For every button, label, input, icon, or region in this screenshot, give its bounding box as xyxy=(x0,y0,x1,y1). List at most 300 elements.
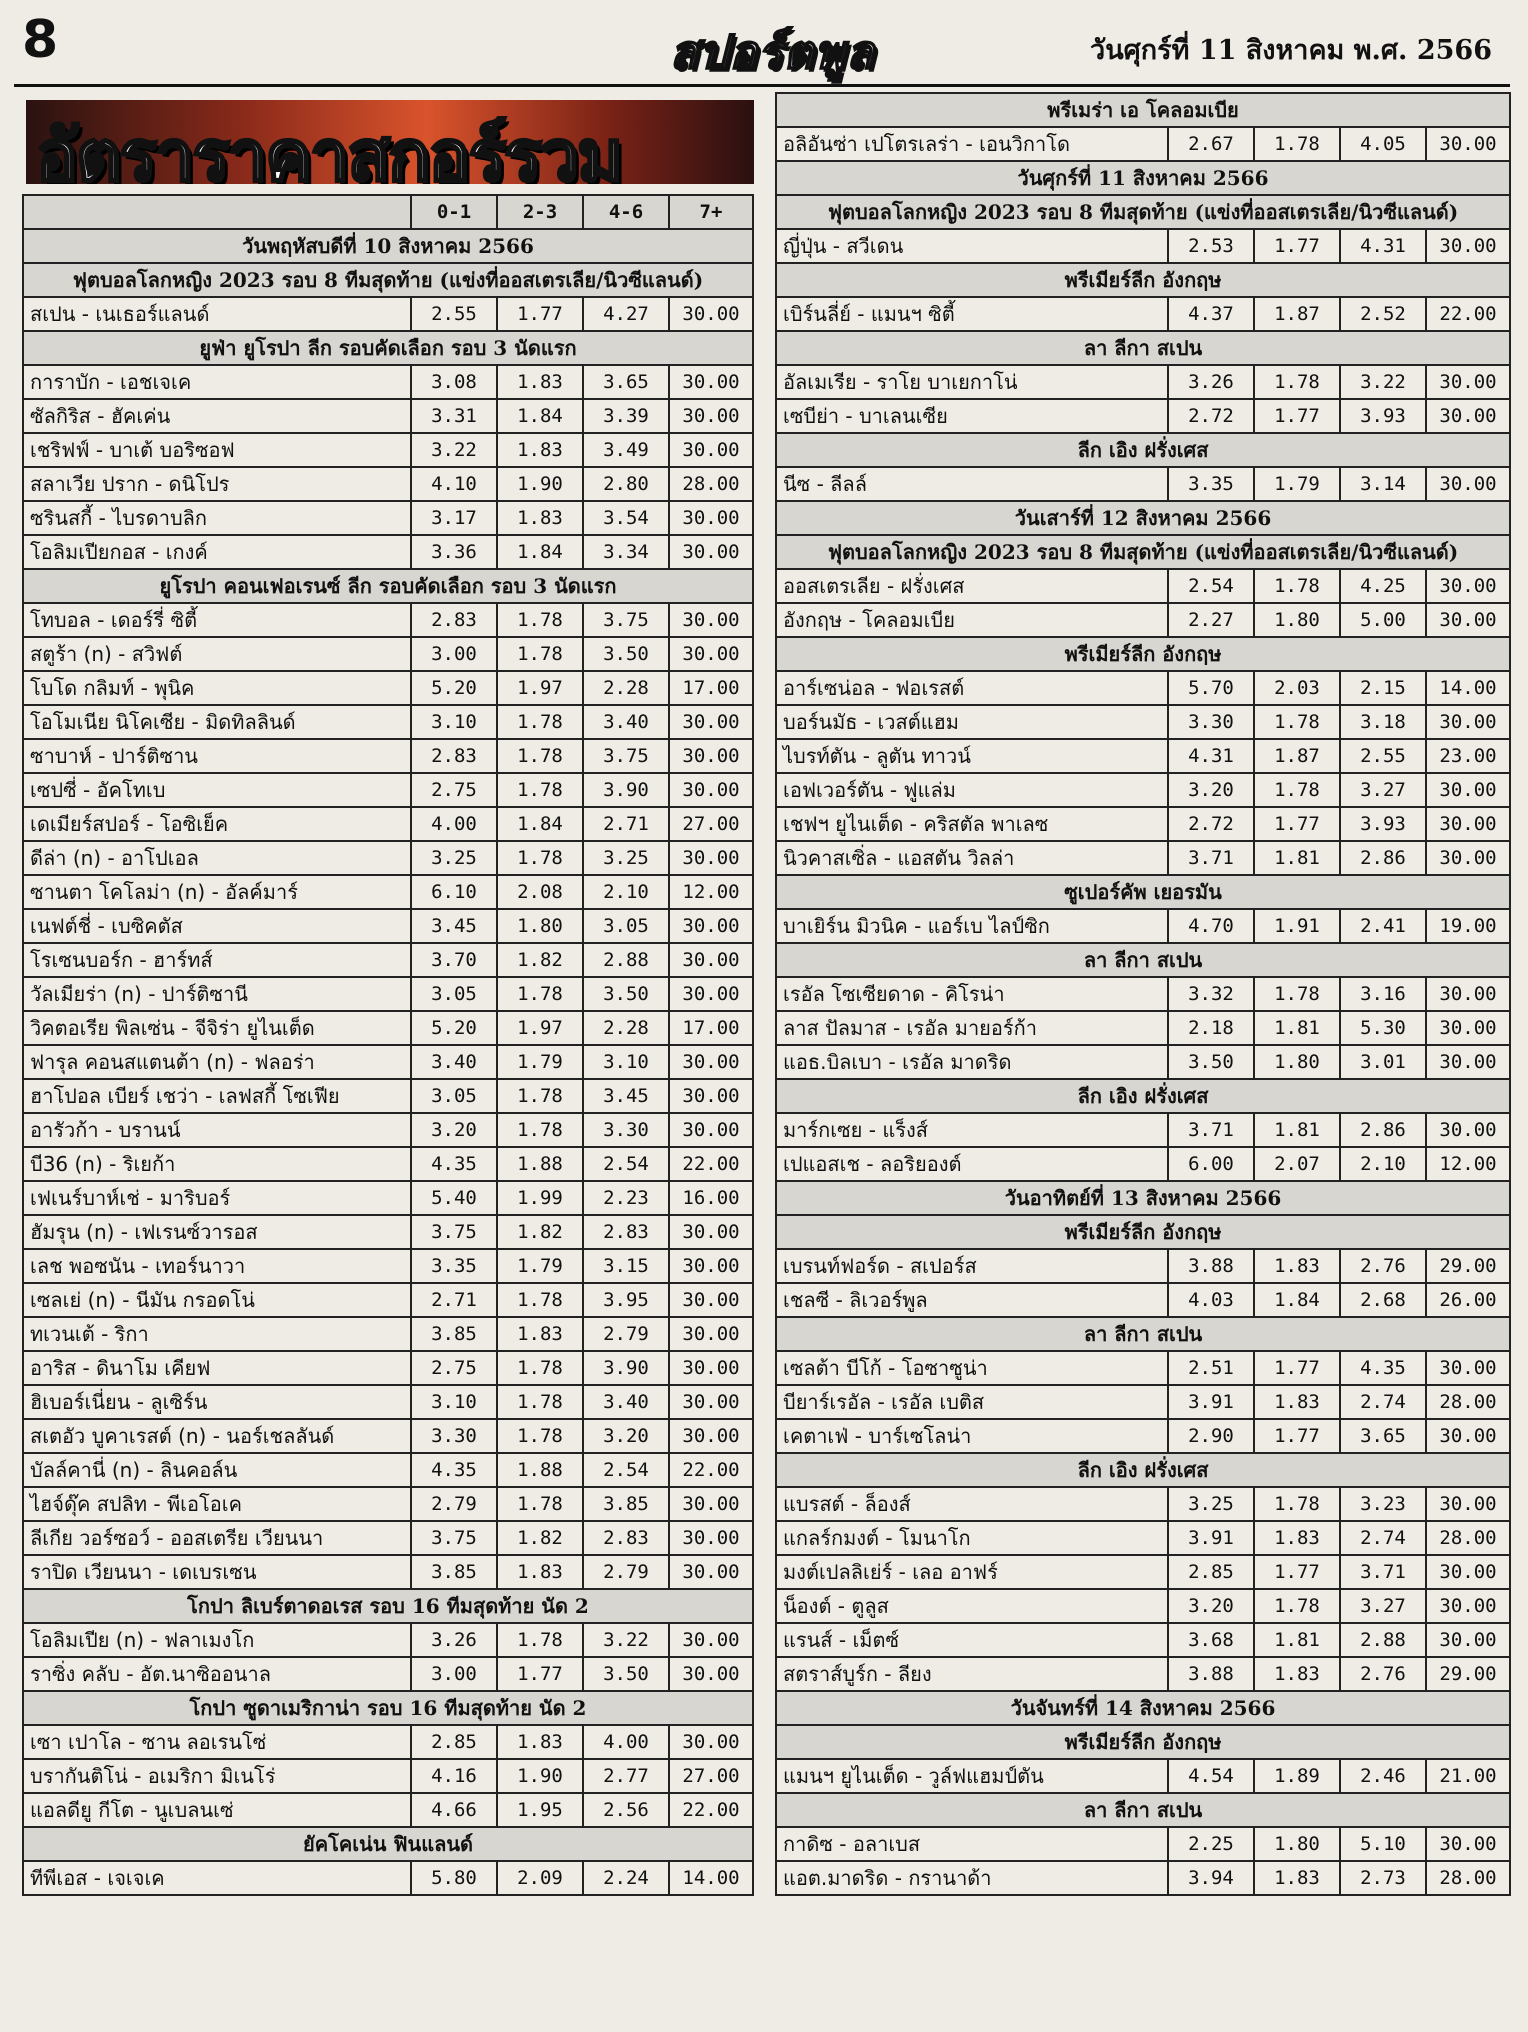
competition-heading-row xyxy=(23,331,753,365)
competition-heading-row xyxy=(776,875,1510,909)
odds-cell: 30.00 xyxy=(1426,1011,1510,1045)
competition-heading-row xyxy=(776,1453,1510,1487)
match-name: เบิร์นลี่ย์ - แมนฯ ซิตี้ xyxy=(776,297,1168,331)
odds-cell: 3.45 xyxy=(411,909,497,943)
match-row xyxy=(23,399,753,433)
odds-cell: 2.51 xyxy=(1168,1351,1254,1385)
odds-cell: 4.03 xyxy=(1168,1283,1254,1317)
match-row xyxy=(776,1589,1510,1623)
odds-cell: 1.95 xyxy=(497,1793,583,1827)
competition-heading: ลีก เอิง ฝรั่งเศส xyxy=(776,433,1510,467)
odds-cell: 30.00 xyxy=(669,1385,753,1419)
competition-heading: ฟุตบอลโลกหญิง 2023 รอบ 8 ทีมสุดท้าย (แข่งที่ออสเตรเลีย/นิวซีแลนด์) xyxy=(776,535,1510,569)
match-name: บัลล์คานี่ (n) - ลินคอล์น xyxy=(23,1453,411,1487)
odds-cell: 30.00 xyxy=(1426,399,1510,433)
odds-cell: 1.78 xyxy=(497,1113,583,1147)
match-row xyxy=(23,1113,753,1147)
odds-cell: 1.83 xyxy=(497,433,583,467)
odds-cell: 1.78 xyxy=(497,705,583,739)
match-row xyxy=(776,1827,1510,1861)
odds-cell: 1.84 xyxy=(1254,1283,1340,1317)
odds-cell: 1.77 xyxy=(1254,399,1340,433)
odds-cell: 1.78 xyxy=(497,773,583,807)
odds-cell: 1.82 xyxy=(497,1215,583,1249)
odds-cell: 30.00 xyxy=(1426,1351,1510,1385)
odds-cell: 3.05 xyxy=(411,1079,497,1113)
odds-cell: 30.00 xyxy=(669,1487,753,1521)
match-name: เรอัล โซเซียดาด - คิโรน่า xyxy=(776,977,1168,1011)
match-row xyxy=(23,739,753,773)
odds-cell: 2.88 xyxy=(583,943,669,977)
match-row xyxy=(776,569,1510,603)
odds-cell: 6.00 xyxy=(1168,1147,1254,1181)
odds-cell: 19.00 xyxy=(1426,909,1510,943)
odds-cell: 2.83 xyxy=(583,1215,669,1249)
odds-cell: 3.22 xyxy=(583,1623,669,1657)
odds-cell: 30.00 xyxy=(669,297,753,331)
odds-cell: 30.00 xyxy=(1426,229,1510,263)
odds-cell: 30.00 xyxy=(669,1555,753,1589)
odds-cell: 3.01 xyxy=(1340,1045,1426,1079)
odds-cell: 30.00 xyxy=(1426,1487,1510,1521)
odds-cell: 2.28 xyxy=(583,671,669,705)
odds-cell: 2.85 xyxy=(1168,1555,1254,1589)
match-row xyxy=(776,671,1510,705)
odds-cell: 3.10 xyxy=(411,705,497,739)
competition-heading: ลา ลีกา สเปน xyxy=(776,331,1510,365)
odds-cell: 30.00 xyxy=(669,841,753,875)
match-name: เชลซี - ลิเวอร์พูล xyxy=(776,1283,1168,1317)
competition-heading: ลีก เอิง ฝรั่งเศส xyxy=(776,1453,1510,1487)
competition-heading: พรีเมร่า เอ โคลอมเบีย xyxy=(776,93,1510,127)
match-row xyxy=(776,1283,1510,1317)
odds-cell: 3.40 xyxy=(583,705,669,739)
odds-cell: 1.83 xyxy=(497,1725,583,1759)
odds-cell: 30.00 xyxy=(1426,841,1510,875)
match-row xyxy=(776,1861,1510,1895)
match-row xyxy=(23,1487,753,1521)
match-name: ราปิด เวียนนา - เดเบรเซน xyxy=(23,1555,411,1589)
odds-cell: 30.00 xyxy=(669,1351,753,1385)
match-row xyxy=(23,1555,753,1589)
odds-cell: 3.71 xyxy=(1168,1113,1254,1147)
match-row xyxy=(23,637,753,671)
match-name: บาเยิร์น มิวนิค - แอร์เบ ไลป์ซิก xyxy=(776,909,1168,943)
odds-cell: 1.82 xyxy=(497,1521,583,1555)
match-row xyxy=(23,1283,753,1317)
match-row xyxy=(23,1861,753,1895)
odds-cell: 1.78 xyxy=(1254,1487,1340,1521)
odds-cell: 30.00 xyxy=(669,773,753,807)
odds-cell: 1.77 xyxy=(1254,807,1340,841)
header-divider xyxy=(14,84,1510,87)
odds-cell: 2.56 xyxy=(583,1793,669,1827)
odds-cell: 3.93 xyxy=(1340,807,1426,841)
match-name: เชฟฯ ยูไนเต็ด - คริสตัล พาเลซ xyxy=(776,807,1168,841)
odds-cell: 1.83 xyxy=(1254,1657,1340,1691)
odds-cell: 1.80 xyxy=(1254,1045,1340,1079)
match-name: แกลร์กมงต์ - โมนาโก xyxy=(776,1521,1168,1555)
match-name: บียาร์เรอัล - เรอัล เบติส xyxy=(776,1385,1168,1419)
newspaper-logo xyxy=(670,16,875,89)
odds-cell: 30.00 xyxy=(1426,603,1510,637)
odds-cell: 1.78 xyxy=(497,1623,583,1657)
odds-cell: 3.88 xyxy=(1168,1657,1254,1691)
odds-cell: 3.25 xyxy=(1168,1487,1254,1521)
odds-cell: 3.27 xyxy=(1340,1589,1426,1623)
logo-text: สปอร์ตพูล xyxy=(670,25,875,79)
odds-cell: 3.50 xyxy=(583,977,669,1011)
odds-cell: 30.00 xyxy=(669,1419,753,1453)
match-name: เดเมียร์สปอร์ - โอซิเย็ค xyxy=(23,807,411,841)
match-row xyxy=(23,1011,753,1045)
odds-cell: 3.85 xyxy=(583,1487,669,1521)
odds-cell: 30.00 xyxy=(1426,1827,1510,1861)
match-name: เนฟต์ชี่ - เบซิคตัส xyxy=(23,909,411,943)
match-name: เซา เปาโล - ซาน ลอเรนโซ่ xyxy=(23,1725,411,1759)
odds-cell: 3.50 xyxy=(1168,1045,1254,1079)
odds-cell: 3.22 xyxy=(1340,365,1426,399)
odds-cell: 1.78 xyxy=(497,739,583,773)
odds-cell: 3.39 xyxy=(583,399,669,433)
odds-cell: 4.10 xyxy=(411,467,497,501)
odds-cell: 2.68 xyxy=(1340,1283,1426,1317)
odds-cell: 4.25 xyxy=(1340,569,1426,603)
odds-cell: 2.80 xyxy=(583,467,669,501)
competition-heading: ลา ลีกา สเปน xyxy=(776,943,1510,977)
date-heading: วันจันทร์ที่ 14 สิงหาคม 2566 xyxy=(776,1691,1510,1725)
competition-heading: ลีก เอิง ฝรั่งเศส xyxy=(776,1079,1510,1113)
odds-cell: 3.17 xyxy=(411,501,497,535)
odds-cell: 4.00 xyxy=(583,1725,669,1759)
page-number: 8 xyxy=(22,10,59,70)
competition-heading: พรีเมียร์ลีก อังกฤษ xyxy=(776,1725,1510,1759)
odds-cell: 5.20 xyxy=(411,671,497,705)
odds-cell: 3.75 xyxy=(583,739,669,773)
odds-cell: 1.78 xyxy=(497,1079,583,1113)
odds-cell: 4.31 xyxy=(1340,229,1426,263)
competition-heading-row xyxy=(23,1827,753,1861)
odds-cell: 2.73 xyxy=(1340,1861,1426,1895)
odds-cell: 1.83 xyxy=(497,365,583,399)
odds-cell: 3.68 xyxy=(1168,1623,1254,1657)
competition-heading-row xyxy=(776,1215,1510,1249)
odds-cell: 17.00 xyxy=(669,1011,753,1045)
odds-cell: 30.00 xyxy=(669,1045,753,1079)
match-row xyxy=(776,1623,1510,1657)
match-row xyxy=(23,909,753,943)
competition-heading: ยัคโคเน่น ฟินแลนด์ xyxy=(23,1827,753,1861)
match-row xyxy=(776,1521,1510,1555)
match-row xyxy=(23,1725,753,1759)
odds-cell: 3.25 xyxy=(411,841,497,875)
match-row xyxy=(23,603,753,637)
odds-cell: 3.34 xyxy=(583,535,669,569)
odds-cell: 22.00 xyxy=(669,1147,753,1181)
odds-cell: 1.89 xyxy=(1254,1759,1340,1793)
odds-cell: 3.65 xyxy=(583,365,669,399)
odds-cell: 3.93 xyxy=(1340,399,1426,433)
competition-heading-row xyxy=(23,263,753,297)
column-header-row xyxy=(23,195,753,229)
odds-cell: 3.91 xyxy=(1168,1521,1254,1555)
odds-cell: 2.74 xyxy=(1340,1521,1426,1555)
odds-cell: 5.70 xyxy=(1168,671,1254,705)
date-heading: วันอาทิตย์ที่ 13 สิงหาคม 2566 xyxy=(776,1181,1510,1215)
odds-cell: 1.97 xyxy=(497,671,583,705)
odds-cell: 3.05 xyxy=(583,909,669,943)
match-row xyxy=(776,1045,1510,1079)
odds-cell: 6.10 xyxy=(411,875,497,909)
odds-cell: 30.00 xyxy=(669,943,753,977)
odds-cell: 3.90 xyxy=(583,773,669,807)
competition-heading-row xyxy=(23,569,753,603)
competition-heading: โกปา ลิเบร์ตาดอเรส รอบ 16 ทีมสุดท้าย นัด 2 xyxy=(23,1589,753,1623)
match-name: วิคตอเรีย พิลเซ่น - จีจิร่า ยูไนเต็ด xyxy=(23,1011,411,1045)
odds-cell: 2.79 xyxy=(583,1555,669,1589)
odds-cell: 5.30 xyxy=(1340,1011,1426,1045)
odds-cell: 5.80 xyxy=(411,1861,497,1895)
odds-cell: 3.75 xyxy=(411,1521,497,1555)
match-name: แมนฯ ยูไนเต็ด - วูล์ฟแฮมป์ตัน xyxy=(776,1759,1168,1793)
odds-cell: 1.78 xyxy=(497,1419,583,1453)
column-header: 7+ xyxy=(669,195,753,229)
odds-cell: 29.00 xyxy=(1426,1249,1510,1283)
odds-cell: 1.78 xyxy=(497,1385,583,1419)
odds-cell: 30.00 xyxy=(1426,773,1510,807)
match-row xyxy=(776,297,1510,331)
odds-cell: 4.54 xyxy=(1168,1759,1254,1793)
odds-cell: 1.78 xyxy=(1254,365,1340,399)
competition-heading: พรีเมียร์ลีก อังกฤษ xyxy=(776,263,1510,297)
match-row xyxy=(23,365,753,399)
match-name: ทีพีเอส - เจเจเค xyxy=(23,1861,411,1895)
match-row xyxy=(776,229,1510,263)
date-heading-row xyxy=(23,229,753,263)
match-name: มงต์เปลลิเย่ร์ - เลอ อาฟร์ xyxy=(776,1555,1168,1589)
match-name: ลาส ปัลมาส - เรอัล มายอร์ก้า xyxy=(776,1011,1168,1045)
odds-cell: 3.20 xyxy=(411,1113,497,1147)
odds-cell: 30.00 xyxy=(1426,705,1510,739)
match-name: นิวคาสเซิ่ล - แอสตัน วิลล่า xyxy=(776,841,1168,875)
odds-cell: 1.77 xyxy=(497,1657,583,1691)
odds-cell: 3.50 xyxy=(583,637,669,671)
odds-cell: 4.16 xyxy=(411,1759,497,1793)
odds-cell: 1.97 xyxy=(497,1011,583,1045)
odds-cell: 2.79 xyxy=(411,1487,497,1521)
odds-cell: 3.85 xyxy=(411,1555,497,1589)
odds-cell: 3.00 xyxy=(411,1657,497,1691)
match-name: วัลเมียร่า (n) - ปาร์ติซานี xyxy=(23,977,411,1011)
odds-cell: 2.86 xyxy=(1340,841,1426,875)
competition-heading-row xyxy=(776,535,1510,569)
odds-cell: 4.00 xyxy=(411,807,497,841)
odds-cell: 30.00 xyxy=(669,399,753,433)
odds-cell: 1.80 xyxy=(1254,1827,1340,1861)
match-row xyxy=(776,603,1510,637)
odds-cell: 3.20 xyxy=(1168,773,1254,807)
odds-cell: 2.54 xyxy=(583,1453,669,1487)
match-name: สลาเวีย ปราก - ดนิโปร xyxy=(23,467,411,501)
match-row xyxy=(23,1521,753,1555)
odds-cell: 1.83 xyxy=(1254,1861,1340,1895)
match-name: ไฮจ์ดุ๊ค สปลิท - พีเอโอเค xyxy=(23,1487,411,1521)
odds-cell: 1.84 xyxy=(497,399,583,433)
odds-cell: 16.00 xyxy=(669,1181,753,1215)
issue-date: วันศุกร์ที่ 11 สิงหาคม พ.ศ. 2566 xyxy=(1090,35,1492,66)
competition-heading-row xyxy=(776,1725,1510,1759)
odds-cell: 3.10 xyxy=(583,1045,669,1079)
odds-cell: 3.71 xyxy=(1340,1555,1426,1589)
competition-heading-row xyxy=(776,1317,1510,1351)
match-row xyxy=(23,807,753,841)
match-name: อาร์เซน่อล - ฟอเรสต์ xyxy=(776,671,1168,705)
competition-heading: ลา ลีกา สเปน xyxy=(776,1317,1510,1351)
odds-cell: 3.40 xyxy=(411,1045,497,1079)
match-name: ซานตา โคโลม่า (n) - อัลค์มาร์ xyxy=(23,875,411,909)
competition-heading: ฟุตบอลโลกหญิง 2023 รอบ 8 ทีมสุดท้าย (แข่งที่ออสเตรเลีย/นิวซีแลนด์) xyxy=(776,195,1510,229)
match-row xyxy=(23,1623,753,1657)
odds-cell: 30.00 xyxy=(1426,569,1510,603)
match-row xyxy=(776,977,1510,1011)
odds-cell: 1.78 xyxy=(1254,977,1340,1011)
odds-cell: 30.00 xyxy=(669,433,753,467)
odds-cell: 30.00 xyxy=(1426,1589,1510,1623)
match-row xyxy=(776,1385,1510,1419)
match-name: ออสเตรเลีย - ฝรั่งเศส xyxy=(776,569,1168,603)
odds-cell: 1.78 xyxy=(497,1487,583,1521)
odds-cell: 4.70 xyxy=(1168,909,1254,943)
competition-heading: ลา ลีกา สเปน xyxy=(776,1793,1510,1827)
odds-cell: 3.26 xyxy=(1168,365,1254,399)
match-row xyxy=(23,1759,753,1793)
match-name: เชริฟฟ์ - บาเต้ บอริซอฟ xyxy=(23,433,411,467)
odds-cell: 2.09 xyxy=(497,1861,583,1895)
competition-heading-row xyxy=(776,433,1510,467)
odds-cell: 3.26 xyxy=(411,1623,497,1657)
odds-cell: 2.18 xyxy=(1168,1011,1254,1045)
odds-cell: 3.25 xyxy=(583,841,669,875)
match-name: ลีเกีย วอร์ซอว์ - ออสเตรีย เวียนนา xyxy=(23,1521,411,1555)
match-name: น็องต์ - ตูลูส xyxy=(776,1589,1168,1623)
odds-cell: 2.23 xyxy=(583,1181,669,1215)
date-heading-row xyxy=(776,1181,1510,1215)
match-row xyxy=(23,943,753,977)
odds-cell: 1.78 xyxy=(497,1283,583,1317)
odds-cell: 3.16 xyxy=(1340,977,1426,1011)
match-row xyxy=(23,773,753,807)
odds-cell: 1.90 xyxy=(497,1759,583,1793)
odds-cell: 22.00 xyxy=(669,1793,753,1827)
competition-heading-row xyxy=(776,331,1510,365)
match-name: ไบรท์ตัน - ลูตัน ทาวน์ xyxy=(776,739,1168,773)
odds-cell: 3.88 xyxy=(1168,1249,1254,1283)
match-row xyxy=(776,1249,1510,1283)
odds-cell: 2.86 xyxy=(1340,1113,1426,1147)
odds-cell: 1.78 xyxy=(1254,705,1340,739)
competition-heading-row xyxy=(23,1691,753,1725)
match-name: อัลเมเรีย - ราโย บาเยกาโน่ xyxy=(776,365,1168,399)
odds-cell: 4.05 xyxy=(1340,127,1426,161)
odds-cell: 4.27 xyxy=(583,297,669,331)
odds-cell: 4.35 xyxy=(411,1147,497,1181)
odds-cell: 1.78 xyxy=(497,637,583,671)
odds-cell: 1.88 xyxy=(497,1147,583,1181)
odds-cell: 1.77 xyxy=(1254,1555,1340,1589)
odds-cell: 1.87 xyxy=(1254,297,1340,331)
odds-cell: 30.00 xyxy=(1426,1113,1510,1147)
odds-cell: 2.10 xyxy=(583,875,669,909)
match-row xyxy=(23,705,753,739)
odds-cell: 1.88 xyxy=(497,1453,583,1487)
match-name: เฟเนร์บาห์เช่ - มาริบอร์ xyxy=(23,1181,411,1215)
odds-cell: 3.49 xyxy=(583,433,669,467)
odds-cell: 2.27 xyxy=(1168,603,1254,637)
match-name: บรากันติโน่ - อเมริกา มิเนโร่ xyxy=(23,1759,411,1793)
odds-cell: 30.00 xyxy=(669,535,753,569)
match-name: ซาบาห์ - ปาร์ติซาน xyxy=(23,739,411,773)
odds-cell: 1.83 xyxy=(1254,1385,1340,1419)
date-heading: วันพฤหัสบดีที่ 10 สิงหาคม 2566 xyxy=(23,229,753,263)
competition-heading: พรีเมียร์ลีก อังกฤษ xyxy=(776,1215,1510,1249)
match-name: แบรสต์ - ล็องส์ xyxy=(776,1487,1168,1521)
date-heading: วันเสาร์ที่ 12 สิงหาคม 2566 xyxy=(776,501,1510,535)
odds-cell: 3.30 xyxy=(1168,705,1254,739)
column-header: 4-6 xyxy=(583,195,669,229)
odds-cell: 2.83 xyxy=(411,739,497,773)
competition-heading-row xyxy=(776,1793,1510,1827)
match-name: อังกฤษ - โคลอมเบีย xyxy=(776,603,1168,637)
odds-cell: 1.91 xyxy=(1254,909,1340,943)
odds-cell: 2.83 xyxy=(411,603,497,637)
odds-cell: 30.00 xyxy=(669,365,753,399)
odds-cell: 4.35 xyxy=(1340,1351,1426,1385)
match-name: โบโด กลิมท์ - พุนิค xyxy=(23,671,411,705)
odds-cell: 5.00 xyxy=(1340,603,1426,637)
match-row xyxy=(23,1079,753,1113)
odds-cell: 2.74 xyxy=(1340,1385,1426,1419)
odds-cell: 1.78 xyxy=(1254,127,1340,161)
odds-cell: 2.55 xyxy=(1340,739,1426,773)
odds-cell: 30.00 xyxy=(669,1317,753,1351)
match-name: สเตอัว บูคาเรสต์ (n) - นอร์เชลลันด์ xyxy=(23,1419,411,1453)
match-name: เบรนท์ฟอร์ด - สเปอร์ส xyxy=(776,1249,1168,1283)
odds-cell: 2.77 xyxy=(583,1759,669,1793)
odds-cell: 27.00 xyxy=(669,807,753,841)
odds-cell: 2.75 xyxy=(411,773,497,807)
column-header: 2-3 xyxy=(497,195,583,229)
odds-cell: 1.79 xyxy=(497,1045,583,1079)
odds-cell: 30.00 xyxy=(669,637,753,671)
odds-cell: 29.00 xyxy=(1426,1657,1510,1691)
odds-cell: 30.00 xyxy=(669,1283,753,1317)
match-row xyxy=(23,297,753,331)
odds-cell: 1.83 xyxy=(497,1317,583,1351)
odds-table-right xyxy=(775,92,1511,1896)
odds-cell: 14.00 xyxy=(1426,671,1510,705)
match-name: แรนส์ - เม็ตซ์ xyxy=(776,1623,1168,1657)
odds-cell: 1.78 xyxy=(497,603,583,637)
odds-cell: 1.77 xyxy=(1254,229,1340,263)
odds-cell: 3.14 xyxy=(1340,467,1426,501)
odds-cell: 2.08 xyxy=(497,875,583,909)
odds-cell: 2.54 xyxy=(1168,569,1254,603)
odds-cell: 30.00 xyxy=(1426,807,1510,841)
match-name: เคตาเฟ่ - บาร์เซโลน่า xyxy=(776,1419,1168,1453)
match-row xyxy=(776,773,1510,807)
odds-cell: 2.25 xyxy=(1168,1827,1254,1861)
odds-cell: 2.46 xyxy=(1340,1759,1426,1793)
